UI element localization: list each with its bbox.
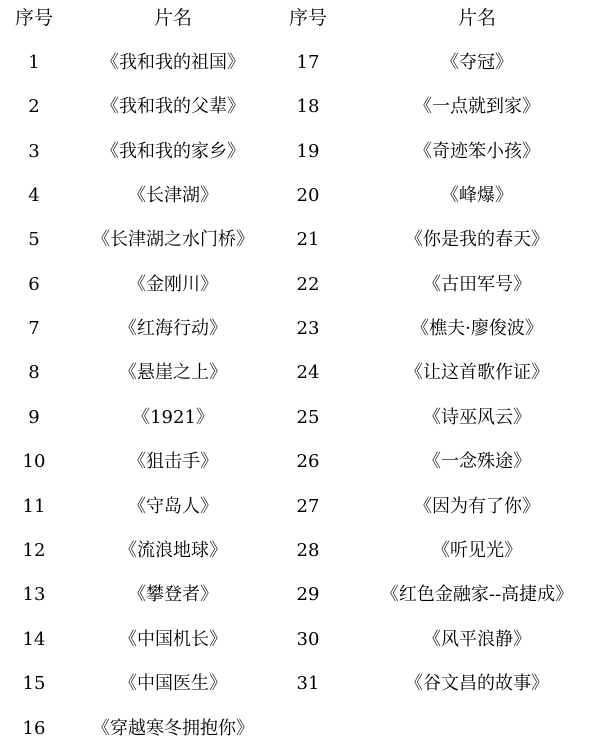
film-title-right: 《红色金融家--高捷成》 (380, 584, 574, 605)
row-number-left: 3 (28, 141, 40, 162)
film-title-right: 《听见光》 (432, 540, 522, 561)
film-title-left: 《攀登者》 (128, 584, 218, 605)
row-number-left: 8 (28, 362, 40, 383)
row-number-left: 9 (28, 407, 40, 428)
row-number-right: 26 (296, 451, 320, 472)
row-number-left: 6 (28, 274, 40, 295)
table-row (0, 181, 613, 211)
film-title-right: 《让这首歌作证》 (405, 362, 549, 383)
row-number-right: 20 (296, 185, 320, 206)
film-title-right: 《你是我的春天》 (405, 229, 549, 250)
film-title-left: 《我和我的家乡》 (101, 141, 245, 162)
film-title-right: 《樵夫·廖俊波》 (411, 318, 543, 339)
row-number-right: 18 (296, 96, 320, 117)
table-row (0, 669, 613, 699)
row-number-left: 15 (22, 673, 46, 694)
header-number-right: 序号 (288, 7, 327, 29)
table-row (0, 92, 613, 122)
film-title-left: 《红海行动》 (119, 318, 227, 339)
film-title-right: 《峰爆》 (441, 185, 513, 206)
table-row (0, 270, 613, 300)
film-title-right: 《谷文昌的故事》 (405, 673, 549, 694)
film-title-right (346, 714, 608, 744)
table-row (0, 137, 613, 167)
row-number-right: 25 (296, 407, 320, 428)
row-number-right: 17 (296, 52, 320, 73)
film-title-left: 《中国机长》 (119, 629, 227, 650)
row-number-left: 11 (22, 496, 46, 517)
film-title-right: 《一点就到家》 (414, 96, 540, 117)
table-row (0, 447, 613, 477)
header-row (0, 3, 613, 33)
film-title-left: 《穿越寒冬拥抱你》 (92, 718, 254, 739)
row-number-right: 23 (296, 318, 320, 339)
row-number-left: 14 (22, 629, 46, 650)
table-row (0, 358, 613, 388)
row-number-right: 19 (296, 141, 320, 162)
table-row (0, 225, 613, 255)
row-number-left: 7 (28, 318, 40, 339)
film-title-right: 《一念殊途》 (423, 451, 531, 472)
table-row (0, 580, 613, 610)
row-number-left: 10 (22, 451, 46, 472)
film-title-right: 《诗巫风云》 (423, 407, 531, 428)
film-title-left: 《我和我的父辈》 (101, 96, 245, 117)
film-title-right: 《因为有了你》 (414, 496, 540, 517)
row-number-right: 28 (296, 540, 320, 561)
film-title-left: 《狙击手》 (128, 451, 218, 472)
header-number-left: 序号 (14, 7, 53, 29)
row-number-right: 31 (296, 673, 320, 694)
film-title-left: 《悬崖之上》 (119, 362, 227, 383)
row-number-left: 12 (22, 540, 46, 561)
table-row (0, 625, 613, 655)
row-number-left: 1 (28, 52, 40, 73)
row-number-right: 29 (296, 584, 320, 605)
film-title-right: 《夺冠》 (441, 52, 513, 73)
film-title-left: 《金刚川》 (128, 274, 218, 295)
header-title-left: 片名 (153, 7, 192, 29)
film-title-left: 《流浪地球》 (119, 540, 227, 561)
table-row (0, 492, 613, 522)
film-title-left: 《我和我的祖国》 (101, 52, 245, 73)
row-number-right: 21 (296, 229, 320, 250)
film-title-right: 《风平浪静》 (423, 629, 531, 650)
film-title-left: 《守岛人》 (128, 496, 218, 517)
film-title-left: 《中国医生》 (119, 673, 227, 694)
row-number-right: 27 (296, 496, 320, 517)
row-number-left: 16 (22, 718, 46, 739)
film-title-left: 《1921》 (132, 407, 214, 428)
row-number-left: 4 (28, 185, 40, 206)
film-title-right: 《古田军号》 (423, 274, 531, 295)
table-row (0, 314, 613, 344)
table-row (0, 48, 613, 78)
table-row (0, 714, 613, 744)
film-title-left: 《长津湖之水门桥》 (92, 229, 254, 250)
row-number-left: 5 (28, 229, 40, 250)
film-title-left: 《长津湖》 (128, 185, 218, 206)
table-row (0, 536, 613, 566)
row-number-right: 22 (296, 274, 320, 295)
row-number-right (280, 714, 336, 744)
row-number-left: 2 (28, 96, 40, 117)
row-number-right: 30 (296, 629, 320, 650)
film-title-right: 《奇迹笨小孩》 (414, 141, 540, 162)
header-title-right: 片名 (457, 7, 496, 29)
table-row (0, 403, 613, 433)
row-number-right: 24 (296, 362, 320, 383)
row-number-left: 13 (22, 584, 46, 605)
